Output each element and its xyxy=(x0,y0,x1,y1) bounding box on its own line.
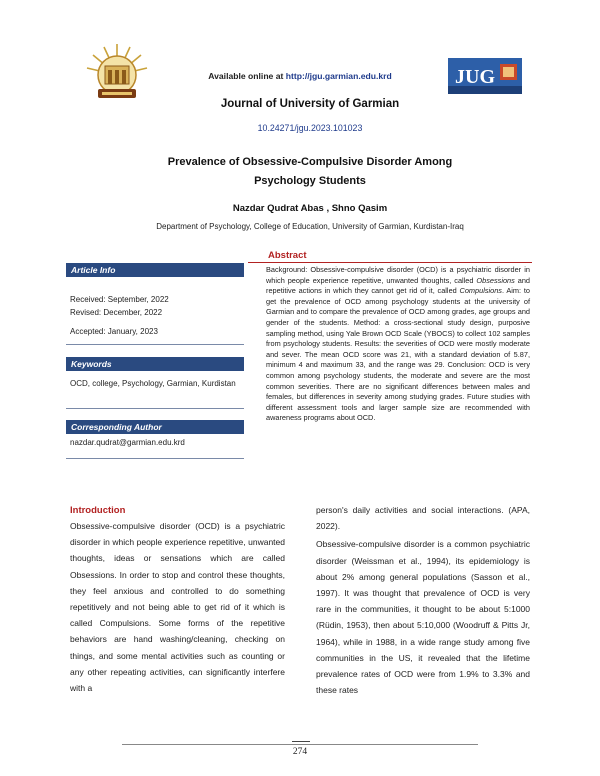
article-title xyxy=(140,153,480,191)
sidebar-divider-1 xyxy=(66,344,244,345)
available-label: Available online at xyxy=(208,71,284,81)
intro-paragraph-2: person's daily activities and social interactions. (APA, 2022). xyxy=(316,505,530,532)
revised-date: Revised: December, 2022 xyxy=(70,308,163,317)
page-number: 274 xyxy=(292,747,308,757)
keywords-list: OCD, college, Psychology, Garmian, Kurdistan xyxy=(70,379,236,388)
abstract-part-1: Background: Obsessive-compulsive disorder (OCD) is a psychiatric disorder in which people experience repetitive, unwanted thoughts, called xyxy=(266,265,530,285)
abstract-heading: Abstract xyxy=(268,250,307,261)
article-title-line-2: Psychology Students xyxy=(254,175,366,187)
body-right-column xyxy=(316,502,530,698)
sidebar-divider-2 xyxy=(66,408,244,409)
footer-divider xyxy=(122,744,478,745)
sidebar-divider-3 xyxy=(66,458,244,459)
intro-paragraph-1: Obsessive-compulsive disorder (OCD) is a psychiatric disorder in which people experience repetitive, unwanted thoughts, ideas or sensations which are called Obsessions. In order to stop and control these thoughts, they feel anxious and controlled to do something repetitively and not being able to get rid of it which is called Compulsions. Some forms of the repetitive behaviors are hand washing/cleaning, checking on things, and some mental activities such as counting or any other repeating activities, can significantly interfere with a xyxy=(70,521,285,694)
introduction-heading: Introduction xyxy=(70,505,126,516)
abstract-em-obsessions: Obsessions xyxy=(476,275,515,285)
journal-logo xyxy=(448,58,522,94)
corresponding-author-heading: Corresponding Author xyxy=(66,420,244,434)
keywords-heading: Keywords xyxy=(66,357,244,371)
journal-logo-text: JUG xyxy=(455,66,495,88)
abstract-divider xyxy=(248,262,532,263)
article-title-line-1: Prevalence of Obsessive-Compulsive Disorder Among xyxy=(167,156,453,168)
abstract-text xyxy=(266,265,530,424)
footer-mark xyxy=(292,741,310,742)
abstract-part-3: . Aim: to get the prevalence of OCD among psychology students at the university of Garmian and to compare the prevalence of OCD among grades, age groups and gender of the students. Method: a cross-sectional study design, purposive sampling method, using Yale Brown OCD Scale (YBOCS) to collect 102 samples from psychology students. Results: the severities of OCD were mostly moderate and sever. The mean OCD score was 21, with a standard deviation of 5.87, minimum 4 and maximum 33, and the range was 29. Conclusion: OCD is very common among psychology students, the moderate and severe are the most common severities. There are no significant differences between males and females, but differences in severity among studying grades. Future studies with different assessment tools and larger sample size are recommended with awareness programs about OCD. xyxy=(266,286,531,423)
corresponding-email[interactable]: nazdar.qudrat@garmian.edu.krd xyxy=(70,438,185,447)
article-info-heading: Article Info xyxy=(66,263,244,277)
doi-link[interactable]: 10.24271/jgu.2023.101023 xyxy=(257,123,363,133)
journal-url-link[interactable]: http://jgu.garmian.edu.krd xyxy=(285,71,392,81)
journal-title: Journal of University of Garmian xyxy=(220,98,400,110)
accepted-date: Accepted: January, 2023 xyxy=(70,327,158,336)
affiliation: Department of Psychology, College of Education, University of Garmian, Kurdistan-Iraq xyxy=(156,222,464,231)
abstract-em-compulsions: Compulsions xyxy=(459,286,502,296)
received-date: Received: September, 2022 xyxy=(70,295,169,304)
intro-paragraph-3: Obsessive-compulsive disorder is a common psychiatric disorder (Weissman et al., 1994), its epidemiology is about 2% among general populations (Sasson et al., 1997). It was thought that prevalence of OCD is very rare in the communities, it thought to be about 5:1000 (Rüdin, 1953), then about 5:10,000 (Woodruff & Pitts Jr, 1964), while in 1988, in a wide range study among five communities in the US, it revealed that the lifetime prevalence rates of OCD were from 1.9% to 3.3% and these rates xyxy=(316,539,530,696)
authors: Nazdar Qudrat Abas , Shno Qasim xyxy=(232,203,388,214)
abstract-part-2: and repetitive actions in which they cannot get rid of it, called xyxy=(266,275,530,296)
body-left-column xyxy=(70,518,285,696)
